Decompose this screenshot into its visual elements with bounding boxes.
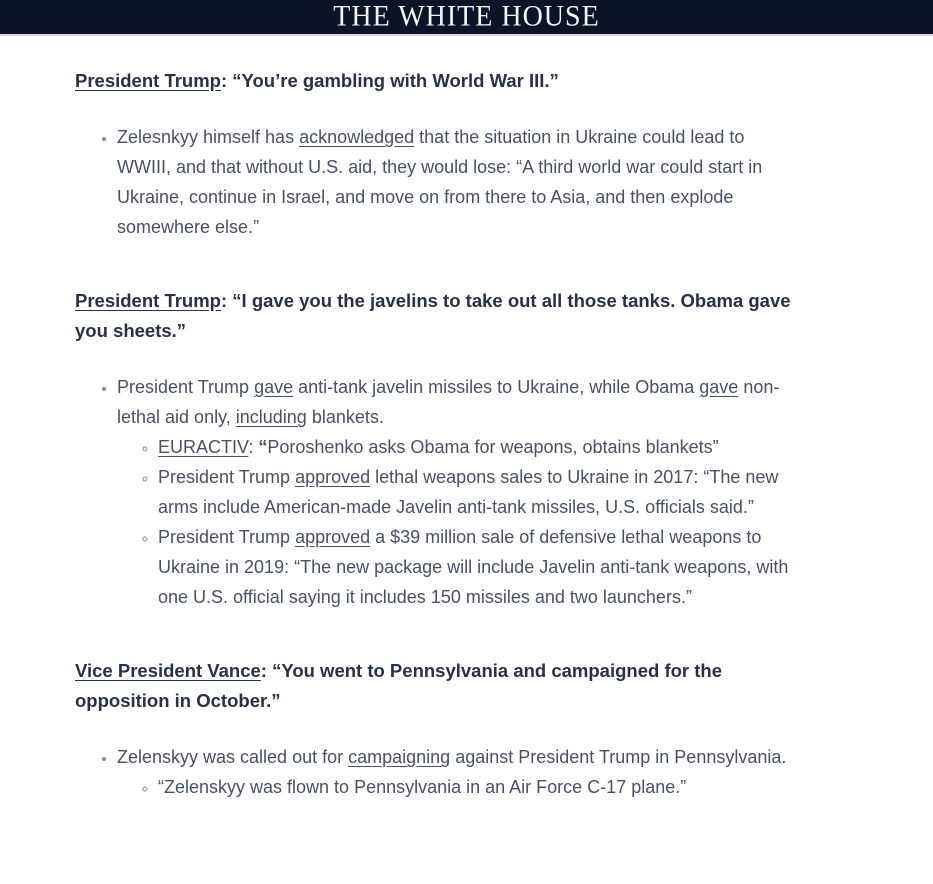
text-segment: “Zelenskyy was flown to Pennsylvania in an Air Force C-17 plane.”: [158, 777, 687, 797]
bullet-list: [75, 372, 797, 612]
sub-list-item: [158, 522, 797, 612]
text-segment: against President Trump in Pennsylvania.: [450, 747, 787, 767]
sub-list-item: [158, 772, 797, 802]
inline-link[interactable]: including: [235, 407, 307, 427]
list-item: [117, 122, 797, 242]
text-segment: blankets.: [306, 407, 384, 427]
text-segment: : “You’re gambling with World War III.”: [220, 70, 559, 91]
inline-link[interactable]: Vice President Vance: [75, 660, 261, 681]
sub-list-item: [158, 462, 797, 522]
inline-link[interactable]: acknowledged: [299, 127, 415, 147]
text-segment: Zelesnkyy himself has: [117, 127, 300, 147]
section-heading: [75, 66, 797, 96]
sub-bullet-list: [117, 772, 797, 802]
text-segment: : “I gave you the javelins to take out all those tanks. Obama gave you sheets.”: [75, 290, 791, 341]
sub-list-item: [158, 432, 797, 462]
text-segment: lethal weapons sales to Ukraine in 2017: “The new arms include American-made Javelin anti-tank missiles, U.S. officials said.”: [158, 467, 779, 517]
bullet-list: [75, 122, 797, 242]
inline-link[interactable]: campaigning: [348, 747, 451, 767]
inline-link[interactable]: President Trump: [75, 70, 221, 91]
text-segment: Zelenskyy was called out for: [117, 747, 349, 767]
text-segment: non-lethal aid only,: [117, 377, 780, 427]
text-segment: Poroshenko asks Obama for weapons, obtains blankets”: [267, 437, 719, 457]
text-segment: President Trump: [117, 377, 255, 397]
section-heading: [75, 286, 797, 346]
inline-link[interactable]: gave: [699, 377, 739, 397]
list-item: [117, 372, 797, 612]
talking-points-sections: [75, 66, 797, 802]
whitehouse-logo-title[interactable]: THE WHITE HOUSE: [333, 0, 600, 33]
inline-link[interactable]: EURACTIV: [158, 437, 249, 457]
inline-link[interactable]: approved: [295, 467, 371, 487]
text-segment: that the situation in Ukraine could lead to WWIII, and that without U.S. aid, they would lose: “A third world war could start in Ukraine, continue in Israel, and move on from there to Asia, and then explode somewhere else.”: [117, 127, 763, 237]
whitehouse-header: [0, 0, 933, 36]
list-item: [117, 742, 797, 802]
text-segment: “: [258, 437, 268, 457]
sub-bullet-list: [117, 432, 797, 612]
text-segment: :: [248, 437, 259, 457]
text-segment: President Trump: [158, 527, 296, 547]
inline-link[interactable]: approved: [295, 527, 371, 547]
bullet-list: [75, 742, 797, 802]
text-segment: President Trump: [158, 467, 296, 487]
section-heading: [75, 656, 797, 716]
text-segment: anti-tank javelin missiles to Ukraine, while Obama: [293, 377, 700, 397]
text-segment: : “You went to Pennsylvania and campaigned for the opposition in October.”: [75, 660, 722, 711]
inline-link[interactable]: President Trump: [75, 290, 221, 311]
text-segment: a $39 million sale of defensive lethal weapons to Ukraine in 2019: “The new package will include Javelin anti-tank weapons, with one U.S. official saying it includes 150 missiles and two launchers.”: [158, 527, 789, 607]
inline-link[interactable]: gave: [254, 377, 294, 397]
document-body: [0, 36, 865, 862]
